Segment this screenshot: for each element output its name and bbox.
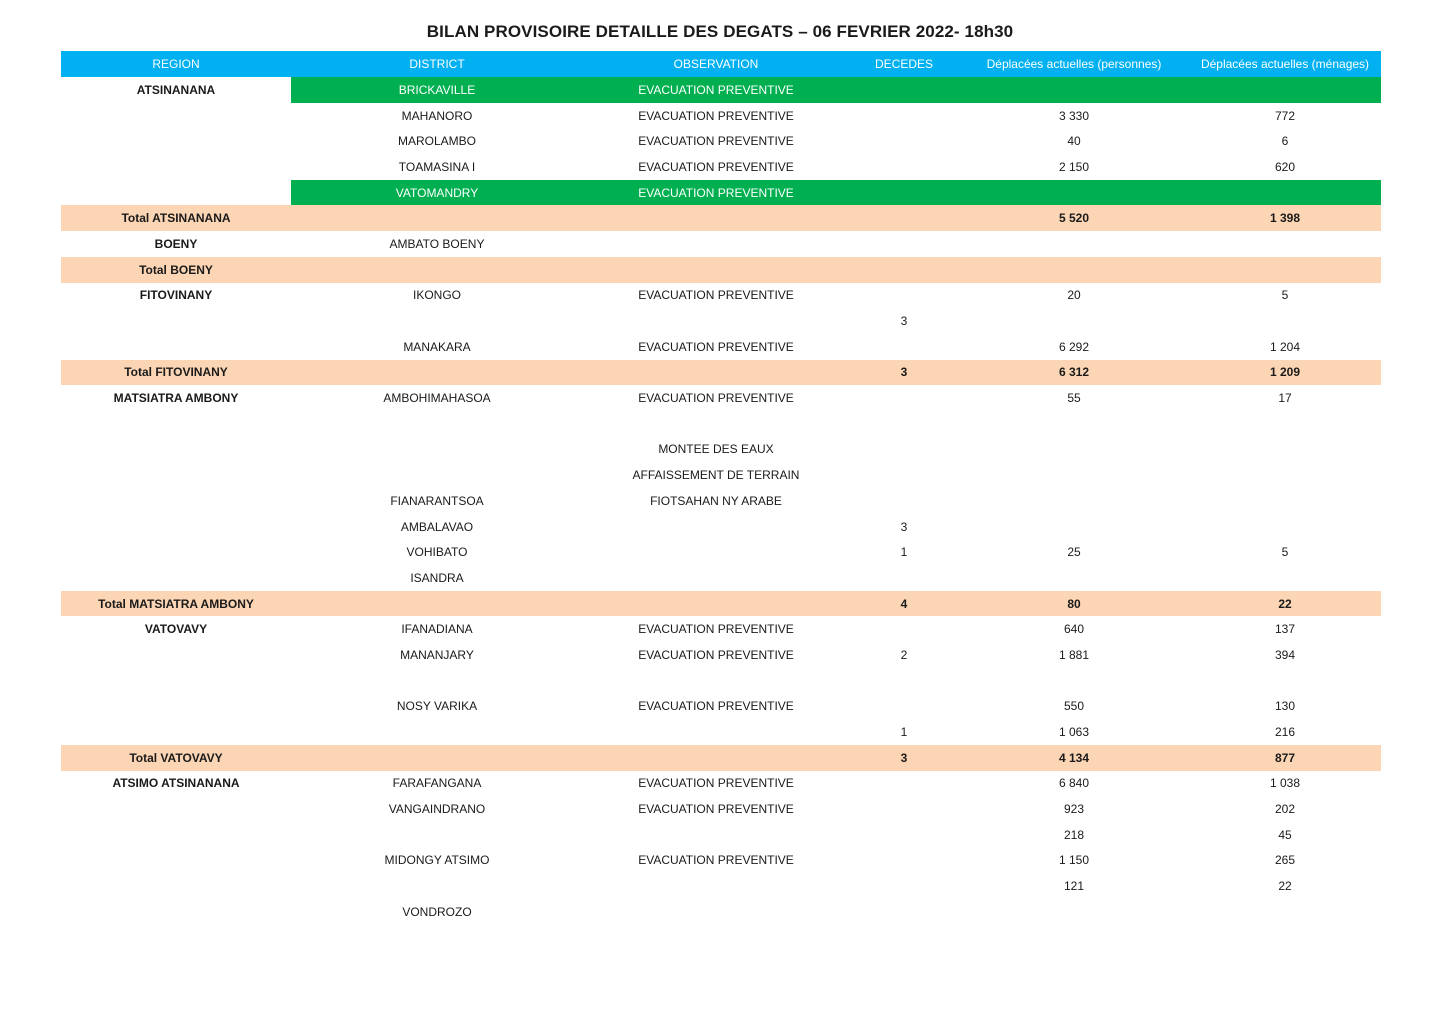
total-row [61,745,1381,771]
displaced-households-cell: 1 038 [1269,776,1301,791]
deaths-cell [849,231,959,257]
total-row [61,257,1381,283]
observation-cell: FIOTSAHAN NY ARABE [650,493,782,508]
table-row [61,308,1381,334]
total-row [61,360,1381,386]
table-row [61,668,1381,694]
region-cell [61,565,291,591]
deaths-cell [849,385,959,411]
deaths-cell [849,257,959,283]
deaths-cell: 4 [849,591,959,617]
observation-cell: EVACUATION PREVENTIVE [638,391,794,406]
table-row [61,514,1381,540]
region-cell [61,180,291,206]
displaced-persons-cell: 20 [1067,288,1081,303]
region-cell: Total VATOVAVY [61,745,291,771]
district-cell: IKONGO [412,288,461,303]
district-cell: ISANDRA [410,570,464,585]
deaths-cell [849,77,959,103]
displaced-households-cell [1189,462,1381,488]
table-body [61,77,1381,925]
table-row [61,488,1381,514]
region-cell [61,539,291,565]
table-row [61,771,1381,797]
deaths-cell [849,565,959,591]
district-cell [291,411,583,437]
deaths-cell [849,771,959,797]
region-cell: Total BOENY [61,257,291,283]
displaced-persons-cell [959,411,1189,437]
deaths-cell: 3 [849,745,959,771]
observation-cell [583,591,849,617]
deaths-cell [849,334,959,360]
observation-cell: EVACUATION PREVENTIVE [638,288,794,303]
displaced-persons-cell: 1 063 [1058,725,1090,740]
header-district: DISTRICT [291,51,583,77]
table-row [61,385,1381,411]
displaced-persons-cell: 6 292 [1058,339,1090,354]
deaths-cell [849,154,959,180]
displaced-persons-cell: 218 [1063,827,1085,842]
observation-cell: EVACUATION PREVENTIVE [638,802,794,817]
total-row [61,205,1381,231]
deaths-cell [849,128,959,154]
total-row [61,591,1381,617]
displaced-persons-cell: 1 881 [1058,647,1090,662]
deaths-cell [849,488,959,514]
displaced-persons-cell [959,437,1189,463]
district-cell [291,822,583,848]
region-cell [61,873,291,899]
observation-cell [583,514,849,540]
displaced-households-cell: 17 [1278,391,1292,406]
table-header-row [61,51,1381,77]
table-row [61,899,1381,925]
region-cell [61,334,291,360]
district-cell [291,873,583,899]
displaced-households-cell [1189,514,1381,540]
displaced-persons-cell: 6 840 [1058,776,1090,791]
observation-cell [583,411,849,437]
region-cell [61,462,291,488]
displaced-persons-cell: 923 [1063,802,1085,817]
displaced-households-cell: 6 [1281,134,1289,149]
deaths-cell [849,668,959,694]
district-cell [291,668,583,694]
region-cell [61,719,291,745]
deaths-cell [849,873,959,899]
region-cell [61,796,291,822]
displaced-persons-cell [959,668,1189,694]
district-cell [291,308,583,334]
displaced-persons-cell [959,462,1189,488]
displaced-persons-cell: 640 [1063,622,1085,637]
displaced-persons-cell [959,514,1189,540]
displaced-households-cell: 202 [1274,802,1296,817]
displaced-persons-cell [959,231,1189,257]
table-row [61,616,1381,642]
district-cell: VONDROZO [402,904,472,919]
district-cell: MANANJARY [400,647,474,662]
table-row [61,462,1381,488]
displaced-households-cell: 877 [1189,745,1381,771]
table-row [61,848,1381,874]
displaced-households-cell [1189,231,1381,257]
displaced-households-cell: 5 [1281,545,1289,560]
region-cell: BOENY [154,236,198,251]
table-row [61,231,1381,257]
district-cell [291,591,583,617]
region-cell [61,488,291,514]
district-cell: MANAKARA [403,339,471,354]
displaced-persons-cell [959,180,1189,206]
header-region: REGION [61,51,291,77]
region-cell [61,411,291,437]
displaced-households-cell: 394 [1274,647,1296,662]
displaced-households-cell: 265 [1274,853,1296,868]
header-displaced-persons: Déplacées actuelles (personnes) [959,51,1189,77]
deaths-cell: 3 [849,360,959,386]
district-cell: FARAFANGANA [392,776,482,791]
observation-cell [583,822,849,848]
deaths-cell [849,103,959,129]
table-row [61,154,1381,180]
displaced-households-cell [1189,308,1381,334]
region-cell: ATSINANANA [136,82,216,97]
district-cell [291,257,583,283]
district-cell: BRICKAVILLE [291,77,583,103]
region-cell: FITOVINANY [139,288,213,303]
observation-cell [583,745,849,771]
table-row [61,77,1381,103]
region-cell: MATSIATRA AMBONY [113,391,239,406]
observation-cell: EVACUATION PREVENTIVE [638,339,794,354]
region-cell: Total ATSINANANA [61,205,291,231]
district-cell [291,745,583,771]
district-cell: MAROLAMBO [397,134,476,149]
region-cell: ATSIMO ATSINANANA [112,776,240,791]
displaced-households-cell: 772 [1274,108,1296,123]
displaced-persons-cell: 550 [1063,699,1085,714]
table-row [61,437,1381,463]
observation-cell [583,873,849,899]
district-cell [291,360,583,386]
displaced-households-cell: 22 [1189,591,1381,617]
region-cell [61,668,291,694]
observation-cell [583,565,849,591]
deaths-cell [849,616,959,642]
deaths-cell [849,205,959,231]
observation-cell [583,539,849,565]
region-cell [61,514,291,540]
table-row [61,411,1381,437]
observation-cell: EVACUATION PREVENTIVE [638,159,794,174]
deaths-cell [849,694,959,720]
table-row [61,180,1381,206]
region-cell [61,899,291,925]
displaced-households-cell: 45 [1278,827,1292,842]
observation-cell [583,899,849,925]
displaced-households-cell: 5 [1281,288,1289,303]
observation-cell: EVACUATION PREVENTIVE [638,134,794,149]
displaced-persons-cell: 80 [959,591,1189,617]
district-cell: TOAMASINA I [398,159,476,174]
displaced-persons-cell: 40 [1067,134,1081,149]
displaced-persons-cell: 1 150 [1058,853,1090,868]
table-row [61,283,1381,309]
header-observation: OBSERVATION [583,51,849,77]
displaced-households-cell [1189,77,1381,103]
displaced-households-cell: 137 [1274,622,1296,637]
region-cell [61,848,291,874]
region-cell [61,642,291,668]
observation-cell: MONTEE DES EAUX [658,442,774,457]
region-cell [61,128,291,154]
displaced-persons-cell [959,565,1189,591]
district-cell [291,462,583,488]
displaced-persons-cell [959,488,1189,514]
district-cell [291,205,583,231]
displaced-households-cell: 620 [1274,159,1296,174]
displaced-persons-cell [959,899,1189,925]
region-cell: Total FITOVINANY [61,360,291,386]
district-cell: MIDONGY ATSIMO [384,853,490,868]
table-row [61,565,1381,591]
deaths-cell: 2 [900,647,908,662]
observation-cell [583,308,849,334]
deaths-cell: 3 [900,519,908,534]
table-row [61,642,1381,668]
observation-cell: EVACUATION PREVENTIVE [638,776,794,791]
deaths-cell [849,822,959,848]
displaced-households-cell: 1 204 [1269,339,1301,354]
district-cell: VOHIBATO [406,545,468,560]
displaced-households-cell: 1 398 [1189,205,1381,231]
deaths-cell [849,437,959,463]
observation-cell [583,205,849,231]
district-cell: NOSY VARIKA [396,699,478,714]
observation-cell: EVACUATION PREVENTIVE [583,180,849,206]
observation-cell [583,668,849,694]
district-cell: VANGAINDRANO [388,802,486,817]
district-cell: MAHANORO [401,108,473,123]
displaced-households-cell [1189,899,1381,925]
table-row [61,719,1381,745]
observation-cell: EVACUATION PREVENTIVE [638,853,794,868]
table-row [61,822,1381,848]
displaced-households-cell [1189,565,1381,591]
region-cell: Total MATSIATRA AMBONY [61,591,291,617]
table-row [61,539,1381,565]
table-row [61,334,1381,360]
displaced-households-cell [1189,257,1381,283]
table-row [61,873,1381,899]
document-title: BILAN PROVISOIRE DETAILLE DES DEGATS – 06 FEVRIER 2022- 18h30 [426,22,1014,41]
district-cell: FIANARANTSOA [390,493,484,508]
table-row [61,128,1381,154]
deaths-cell [849,283,959,309]
observation-cell: EVACUATION PREVENTIVE [583,77,849,103]
district-cell: IFANADIANA [401,622,473,637]
observation-cell [583,231,849,257]
displaced-households-cell: 130 [1274,699,1296,714]
deaths-cell [849,462,959,488]
observation-cell: EVACUATION PREVENTIVE [638,699,794,714]
region-cell [61,822,291,848]
displaced-persons-cell: 5 520 [959,205,1189,231]
deaths-cell [849,180,959,206]
observation-cell [583,257,849,283]
observation-cell: EVACUATION PREVENTIVE [638,647,794,662]
deaths-cell: 1 [900,725,908,740]
displaced-households-cell: 1 209 [1189,360,1381,386]
table-row [61,796,1381,822]
deaths-cell [849,848,959,874]
deaths-cell [849,411,959,437]
region-cell [61,308,291,334]
region-cell [61,103,291,129]
damage-table [61,51,1381,925]
deaths-cell [849,899,959,925]
region-cell [61,694,291,720]
district-cell [291,437,583,463]
displaced-households-cell: 216 [1274,725,1296,740]
district-cell: VATOMANDRY [291,180,583,206]
observation-cell: AFFAISSEMENT DE TERRAIN [632,468,800,483]
displaced-persons-cell: 3 330 [1058,108,1090,123]
observation-cell [583,719,849,745]
table-row [61,694,1381,720]
displaced-households-cell [1189,488,1381,514]
table-row [61,103,1381,129]
district-cell: AMBALAVAO [400,519,474,534]
displaced-persons-cell [959,308,1189,334]
deaths-cell: 3 [900,314,908,329]
district-cell [291,719,583,745]
displaced-households-cell: 22 [1278,879,1292,894]
observation-cell: EVACUATION PREVENTIVE [638,622,794,637]
region-cell [61,154,291,180]
displaced-persons-cell: 121 [1063,879,1085,894]
displaced-households-cell [1189,180,1381,206]
displaced-persons-cell: 55 [1067,391,1081,406]
region-cell [61,437,291,463]
displaced-persons-cell: 4 134 [959,745,1189,771]
displaced-persons-cell: 6 312 [959,360,1189,386]
header-deaths: DECEDES [849,51,959,77]
displaced-households-cell [1189,668,1381,694]
district-cell: AMBATO BOENY [389,236,485,251]
district-cell: AMBOHIMAHASOA [383,391,491,406]
observation-cell [583,360,849,386]
deaths-cell: 1 [900,545,908,560]
displaced-households-cell [1189,411,1381,437]
region-cell: VATOVAVY [144,622,208,637]
displaced-households-cell [1189,437,1381,463]
deaths-cell [849,796,959,822]
header-displaced-households: Déplacées actuelles (ménages) [1189,51,1381,77]
displaced-persons-cell [959,77,1189,103]
observation-cell: EVACUATION PREVENTIVE [638,108,794,123]
displaced-persons-cell [959,257,1189,283]
displaced-persons-cell: 2 150 [1058,159,1090,174]
displaced-persons-cell: 25 [1067,545,1081,560]
